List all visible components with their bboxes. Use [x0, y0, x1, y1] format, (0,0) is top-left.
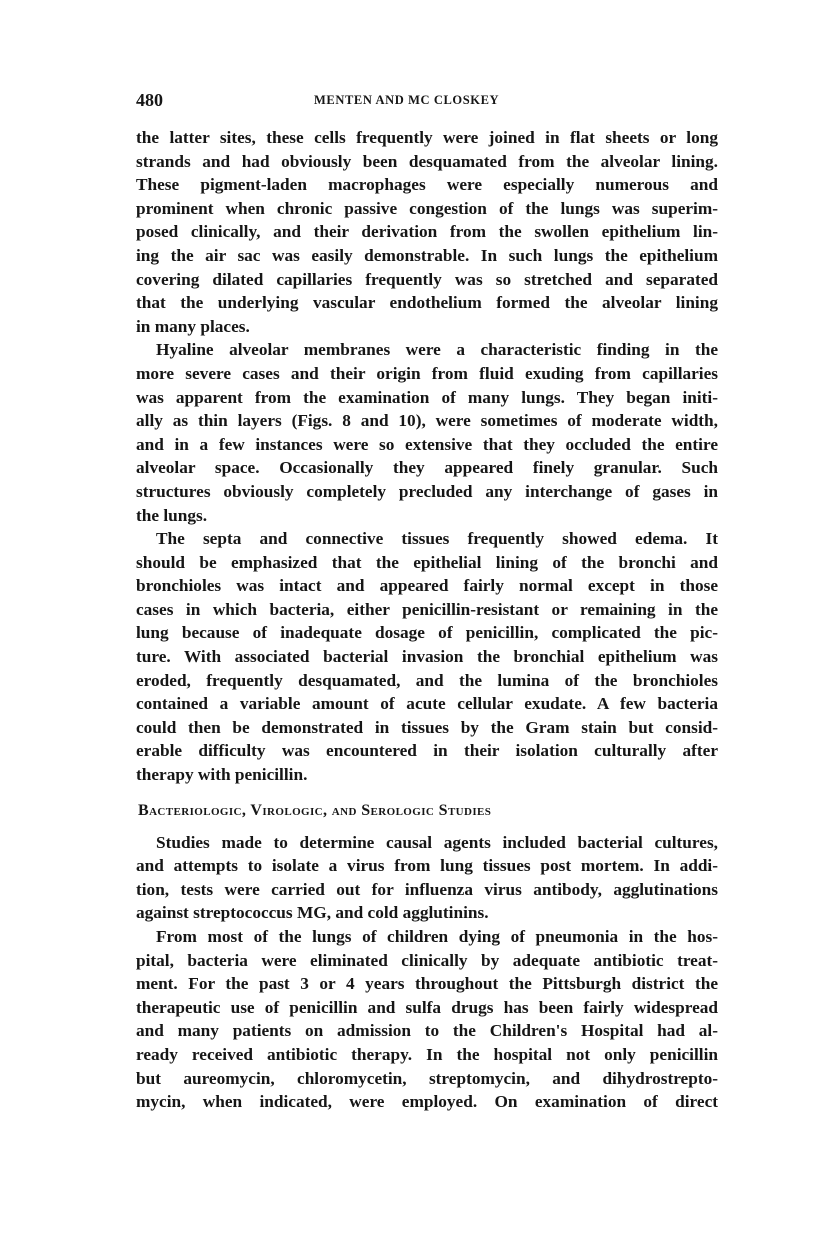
text-line: structures obviously completely precluded any interchange of gases in [136, 481, 718, 501]
text-line: ing the air sac was easily demonstrable. In such lungs the epithelium [136, 245, 718, 265]
text-line: in many places. [136, 316, 250, 336]
section-heading: Bacteriologic, Virologic, and Serologic Studies [138, 801, 492, 819]
text-line: against streptococcus MG, and cold agglutinins. [136, 903, 489, 923]
paragraph-5 [136, 925, 718, 1114]
page-number: 480 [136, 90, 163, 110]
text-line: cases in which bacteria, either penicillin-resistant or remaining in the [136, 599, 718, 619]
text-line: ally as thin layers (Figs. 8 and 10), were sometimes of moderate width, [136, 411, 718, 431]
running-head [136, 88, 718, 114]
text-line: eroded, frequently desquamated, and the lumina of the bronchioles [136, 670, 718, 690]
paragraph-1 [136, 126, 718, 338]
text-line: mycin, when indicated, were employed. On examination of direct [136, 1092, 718, 1112]
text-line: Studies made to determine causal agents included bacterial cultures, [156, 832, 718, 852]
text-line: and attempts to isolate a virus from lung tissues post mortem. In addi- [136, 856, 718, 876]
text-line: covering dilated capillaries frequently was so stretched and separated [136, 269, 718, 289]
text-line: erable difficulty was encountered in their isolation culturally after [136, 741, 718, 761]
text-line: strands and had obviously been desquamated from the alveolar lining. [136, 151, 718, 171]
text-line: was apparent from the examination of many lungs. They began initi- [136, 387, 718, 407]
text-line: but aureomycin, chloromycetin, streptomycin, and dihydrostrepto- [136, 1068, 718, 1088]
paragraph-4 [136, 831, 718, 925]
text-line: Hyaline alveolar membranes were a characteristic finding in the [156, 340, 718, 360]
text-line: pital, bacteria were eliminated clinically by adequate antibiotic treat- [136, 950, 718, 970]
text-line: From most of the lungs of children dying of pneumonia in the hos- [156, 927, 718, 946]
text-line: ture. With associated bacterial invasion the bronchial epithelium was [136, 647, 718, 667]
text-line: posed clinically, and their derivation from the swollen epithelium lin- [136, 222, 718, 242]
text-line: should be emphasized that the epithelial lining of the bronchi and [136, 552, 718, 572]
text-line: These pigment-laden macrophages were especially numerous and [136, 175, 718, 195]
text-line: more severe cases and their origin from fluid exuding from capillaries [136, 363, 718, 383]
text-line: therapeutic use of penicillin and sulfa drugs has been fairly widespread [136, 997, 718, 1017]
paragraph-3 [136, 527, 718, 787]
text-line: The septa and connective tissues frequently showed edema. It [156, 529, 718, 549]
text-line: that the underlying vascular endothelium formed the alveolar lining [136, 293, 718, 313]
text-line: the lungs. [136, 505, 208, 525]
text-line: the latter sites, these cells frequently were joined in flat sheets or long [136, 128, 718, 147]
text-line: prominent when chronic passive congestion of the lungs was superim- [136, 198, 718, 218]
paragraph-2 [136, 338, 718, 527]
text-line: ment. For the past 3 or 4 years throughout the Pittsburgh district the [136, 974, 718, 994]
text-line: contained a variable amount of acute cellular exudate. A few bacteria [136, 694, 718, 714]
text-line: lung because of inadequate dosage of penicillin, complicated the pic- [136, 623, 718, 643]
text-line: and in a few instances were so extensive that they occluded the entire [136, 434, 718, 454]
text-line: ready received antibiotic therapy. In the hospital not only penicillin [136, 1044, 718, 1064]
text-line: and many patients on admission to the Children's Hospital had al- [136, 1021, 718, 1041]
page [136, 88, 718, 1114]
text-line: tion, tests were carried out for influenza virus antibody, agglutinations [136, 879, 718, 899]
text-line: bronchioles was intact and appeared fairly normal except in those [136, 576, 718, 596]
text-line: could then be demonstrated in tissues by the Gram stain but consid- [136, 717, 718, 737]
running-title: MENTEN AND MC CLOSKEY [314, 93, 500, 107]
text-line: therapy with penicillin. [136, 765, 308, 785]
text-line: alveolar space. Occasionally they appeared finely granular. Such [136, 458, 718, 478]
